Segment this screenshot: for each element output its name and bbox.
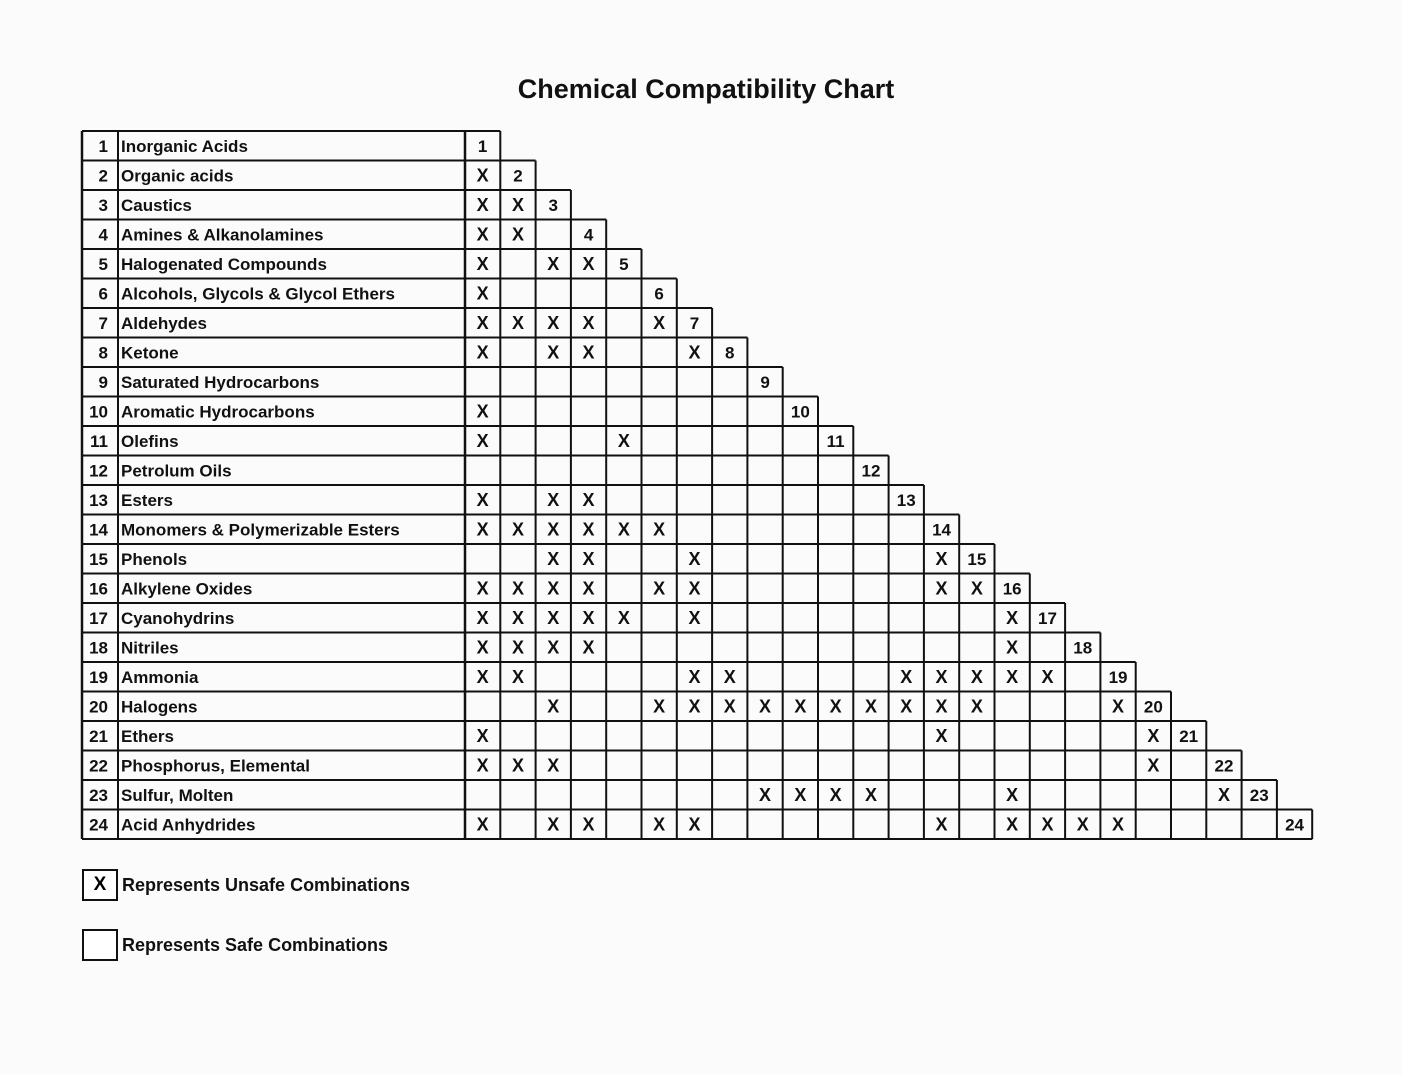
unsafe-mark: X [476, 283, 489, 304]
row-number: 6 [98, 284, 108, 304]
unsafe-mark: X [759, 696, 772, 717]
unsafe-mark: X [653, 313, 666, 334]
unsafe-mark: X [1006, 608, 1019, 629]
unsafe-mark: X [688, 549, 701, 570]
unsafe-mark: X [1041, 667, 1054, 688]
unsafe-mark: X [688, 342, 701, 363]
row-label: Alkylene Oxides [121, 579, 253, 599]
unsafe-mark: X [688, 814, 701, 835]
unsafe-mark: X [1112, 696, 1125, 717]
unsafe-mark: X [1147, 755, 1160, 776]
unsafe-mark: X [688, 578, 701, 599]
unsafe-mark: X [476, 726, 489, 747]
row-number: 9 [98, 373, 108, 393]
diagonal-number: 6 [654, 284, 664, 304]
unsafe-mark: X [794, 696, 807, 717]
unsafe-mark: X [794, 785, 807, 806]
row-label: Aromatic Hydrocarbons [121, 402, 315, 422]
unsafe-mark: X [547, 519, 560, 540]
unsafe-mark: X [547, 814, 560, 835]
unsafe-mark: X [582, 578, 595, 599]
diagonal-number: 9 [760, 373, 770, 393]
row-number: 4 [98, 225, 108, 245]
unsafe-mark: X [864, 785, 877, 806]
row-number: 22 [89, 756, 108, 776]
unsafe-mark: X [476, 254, 489, 275]
diagonal-number: 16 [1002, 579, 1022, 599]
row-number: 21 [89, 727, 108, 747]
unsafe-mark: X [653, 519, 666, 540]
row-number: 1 [98, 137, 108, 157]
row-number: 20 [89, 697, 108, 717]
unsafe-mark: X [970, 578, 983, 599]
unsafe-mark: X [935, 814, 948, 835]
row-number: 17 [89, 609, 108, 629]
row-label: Esters [121, 491, 173, 511]
unsafe-mark: X [547, 490, 560, 511]
unsafe-mark: X [476, 637, 489, 658]
unsafe-mark: X [476, 224, 489, 245]
diagonal-number: 8 [725, 343, 735, 363]
unsafe-mark: X [723, 696, 736, 717]
row-number: 19 [89, 668, 108, 688]
unsafe-mark: X [970, 696, 983, 717]
unsafe-mark: X [653, 578, 666, 599]
row-number: 12 [89, 461, 108, 481]
unsafe-mark: X [582, 313, 595, 334]
row-number: 15 [89, 550, 108, 570]
unsafe-mark: X [935, 696, 948, 717]
unsafe-mark: X [511, 667, 524, 688]
unsafe-mark: X [476, 490, 489, 511]
unsafe-mark: X [688, 696, 701, 717]
diagonal-number: 23 [1249, 786, 1269, 806]
diagonal-number: 5 [619, 255, 629, 275]
row-label: Amines & Alkanolamines [121, 225, 324, 245]
unsafe-mark: X [511, 755, 524, 776]
row-label: Monomers & Polymerizable Esters [121, 520, 400, 540]
unsafe-mark: X [829, 785, 842, 806]
diagonal-number: 4 [583, 225, 594, 245]
row-number: 23 [89, 786, 108, 806]
row-number: 16 [89, 579, 108, 599]
unsafe-mark: X [582, 549, 595, 570]
diagonal-number: 24 [1285, 815, 1305, 835]
unsafe-mark: X [511, 637, 524, 658]
unsafe-mark: X [582, 519, 595, 540]
unsafe-mark: X [511, 195, 524, 216]
row-number: 2 [98, 166, 108, 186]
unsafe-mark: X [511, 519, 524, 540]
diagonal-number: 7 [689, 314, 700, 334]
unsafe-mark: X [547, 342, 560, 363]
unsafe-mark: X [723, 667, 736, 688]
unsafe-mark: X [653, 814, 666, 835]
unsafe-mark: X [1006, 785, 1019, 806]
unsafe-mark: X [476, 755, 489, 776]
row-number: 7 [98, 314, 108, 334]
unsafe-mark: X [547, 696, 560, 717]
unsafe-mark: X [900, 696, 913, 717]
unsafe-mark: X [582, 342, 595, 363]
unsafe-mark: X [582, 254, 595, 275]
diagonal-number: 19 [1108, 668, 1128, 688]
unsafe-mark: X [1006, 667, 1019, 688]
row-number: 5 [98, 255, 108, 275]
page-title: Chemical Compatibility Chart [517, 74, 895, 104]
diagonal-number: 18 [1073, 638, 1093, 658]
row-label: Sulfur, Molten [121, 786, 234, 806]
unsafe-mark: X [688, 608, 701, 629]
row-number: 18 [89, 638, 108, 658]
row-label: Caustics [121, 196, 192, 216]
row-label: Aldehydes [121, 314, 207, 334]
unsafe-mark: X [547, 313, 560, 334]
row-label: Olefins [121, 432, 179, 452]
row-label: Ammonia [121, 668, 199, 688]
legend-safe-swatch [82, 929, 118, 961]
unsafe-mark: X [582, 814, 595, 835]
unsafe-mark: X [511, 608, 524, 629]
unsafe-mark: X [547, 755, 560, 776]
row-label: Alcohols, Glycols & Glycol Ethers [121, 284, 395, 304]
row-number: 10 [89, 402, 108, 422]
unsafe-mark: X [582, 608, 595, 629]
unsafe-mark: X [511, 224, 524, 245]
row-label: Cyanohydrins [121, 609, 235, 629]
unsafe-mark: X [617, 431, 630, 452]
unsafe-mark: X [970, 667, 983, 688]
unsafe-mark: X [476, 342, 489, 363]
diagonal-number: 1 [477, 137, 488, 157]
diagonal-number: 2 [513, 166, 523, 186]
unsafe-mark: X [935, 726, 948, 747]
row-label: Halogenated Compounds [121, 255, 327, 275]
row-label: Nitriles [121, 638, 179, 658]
diagonal-number: 12 [861, 461, 881, 481]
row-number: 11 [90, 432, 108, 452]
row-label: Inorganic Acids [121, 137, 248, 157]
unsafe-mark: X [547, 254, 560, 275]
unsafe-mark: X [476, 578, 489, 599]
unsafe-mark: X [1006, 637, 1019, 658]
row-label: Saturated Hydrocarbons [121, 373, 320, 393]
row-label: Petrolum Oils [121, 461, 232, 481]
diagonal-number: 15 [967, 550, 987, 570]
unsafe-mark: X [511, 313, 524, 334]
unsafe-mark: X [935, 667, 948, 688]
row-label: Organic acids [121, 166, 234, 186]
unsafe-mark: X [476, 313, 489, 334]
row-number: 24 [89, 815, 108, 835]
unsafe-mark: X [1112, 814, 1125, 835]
unsafe-mark: X [476, 195, 489, 216]
row-label: Ethers [121, 727, 174, 747]
unsafe-mark: X [582, 490, 595, 511]
unsafe-mark: X [511, 578, 524, 599]
unsafe-mark: X [1076, 814, 1089, 835]
diagonal-number: 21 [1179, 727, 1199, 747]
legend-unsafe [82, 869, 410, 901]
legend-unsafe-swatch: X [82, 869, 118, 901]
row-number: 13 [89, 491, 108, 511]
unsafe-mark: X [759, 785, 772, 806]
unsafe-mark: X [1217, 785, 1230, 806]
diagonal-number: 13 [896, 491, 916, 511]
unsafe-mark: X [582, 637, 595, 658]
diagonal-number: 11 [826, 432, 845, 452]
unsafe-mark: X [617, 608, 630, 629]
unsafe-mark: X [476, 165, 489, 186]
unsafe-mark: X [829, 696, 842, 717]
unsafe-mark: X [547, 637, 560, 658]
unsafe-mark: X [935, 578, 948, 599]
row-label: Acid Anhydrides [121, 815, 256, 835]
diagonal-number: 20 [1143, 697, 1163, 717]
row-label: Halogens [121, 697, 198, 717]
unsafe-mark: X [617, 519, 630, 540]
unsafe-mark: X [547, 608, 560, 629]
legend-unsafe-label: Represents Unsafe Combinations [122, 874, 411, 895]
unsafe-mark: X [476, 401, 489, 422]
row-label: Ketone [121, 343, 179, 363]
legend-safe-label: Represents Safe Combinations [122, 934, 389, 955]
unsafe-mark: X [653, 696, 666, 717]
diagonal-number: 17 [1037, 609, 1057, 629]
unsafe-mark: X [935, 549, 948, 570]
diagonal-number: 3 [548, 196, 558, 216]
row-number: 3 [98, 196, 108, 216]
unsafe-mark: X [476, 667, 489, 688]
row-label: Phosphorus, Elemental [121, 756, 310, 776]
unsafe-mark: X [1006, 814, 1019, 835]
unsafe-mark: X [476, 519, 489, 540]
unsafe-mark: X [864, 696, 877, 717]
row-label: Phenols [121, 550, 188, 570]
unsafe-mark: X [476, 431, 489, 452]
unsafe-mark: X [476, 814, 489, 835]
legend-safe [82, 929, 388, 961]
unsafe-mark: X [547, 578, 560, 599]
unsafe-mark: X [1041, 814, 1054, 835]
unsafe-mark: X [688, 667, 701, 688]
unsafe-mark: X [900, 667, 913, 688]
diagonal-number: 10 [790, 402, 810, 422]
row-number: 8 [98, 343, 108, 363]
diagonal-number: 22 [1214, 756, 1234, 776]
diagonal-number: 14 [932, 520, 952, 540]
unsafe-mark: X [476, 608, 489, 629]
unsafe-mark: X [547, 549, 560, 570]
row-number: 14 [89, 520, 108, 540]
unsafe-mark: X [1147, 726, 1160, 747]
